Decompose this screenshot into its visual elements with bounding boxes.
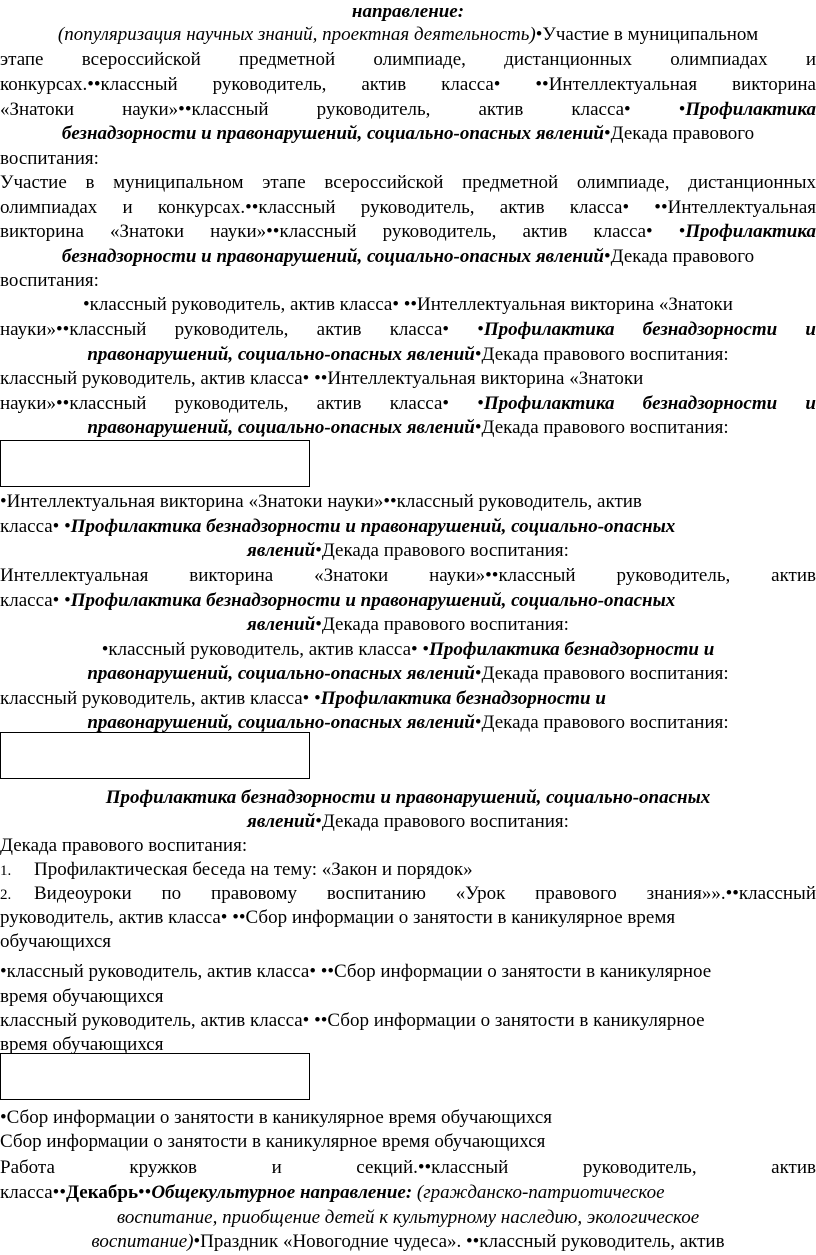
text-run: Профилактика безнадзорности и	[320, 688, 606, 709]
text-line	[0, 245, 816, 270]
text-run: •классный руководитель, актив класса• ••Интеллектуальная викторина «Знатоки	[83, 294, 733, 315]
text-line	[0, 906, 816, 931]
text-run: время обучающихся	[0, 1034, 164, 1055]
text-run: классный руководитель, актив класса• ••Сбор информации о занятости в каникулярное	[0, 1010, 705, 1031]
text-line	[0, 48, 816, 73]
text-run: этапе всероссийской предметной олимпиаде, дистанционных олимпиадах и	[0, 49, 816, 70]
text-run: Участие в муниципальном этапе всероссийской предметной олимпиаде, дистанционных	[0, 172, 816, 193]
text-line	[0, 1009, 816, 1034]
text-run: •Декада правового	[604, 246, 755, 267]
text-run: Сбор информации о занятости в каникулярное время обучающихся	[0, 1131, 546, 1152]
text-run: •Декада правового воспитания:	[315, 540, 569, 561]
text-run: конкурсах.••классный руководитель, актив класса• ••Интеллектуальная викторина	[0, 74, 816, 95]
text-line	[0, 1130, 816, 1155]
text-run: Профилактика	[685, 221, 816, 242]
text-run: Декабрь	[65, 1182, 138, 1203]
text-line	[0, 490, 816, 515]
text-line	[0, 98, 816, 123]
text-run: •Декада правового воспитания:	[315, 614, 569, 635]
text-line	[0, 662, 816, 687]
text-run: безнадзорности и правонарушений, социально-опасных явлений	[61, 123, 604, 144]
text-run: воспитания:	[0, 270, 99, 291]
text-line	[0, 1106, 816, 1131]
text-run: науки»••классный руководитель, актив класса• •	[0, 393, 484, 414]
text-run: •Интеллектуальная викторина «Знатоки науки»••классный руководитель, актив	[0, 491, 642, 512]
text-line	[0, 122, 816, 147]
text-run: •классный руководитель, актив класса• ••Сбор информации о занятости в каникулярное	[0, 961, 712, 982]
text-line	[0, 834, 816, 859]
text-line	[0, 539, 816, 564]
text-line	[0, 392, 816, 417]
text-line	[0, 960, 816, 985]
text-run: Профилактика безнадзорности и правонарушений, социально-опасных	[105, 787, 711, 808]
text-run: Профилактика безнадзорности и правонарушений, социально-опасных	[70, 516, 676, 537]
text-run: Профилактика безнадзорности и	[483, 393, 816, 414]
empty-text-box	[0, 1053, 310, 1100]
text-run: (гражданско-патриотическое	[412, 1182, 665, 1203]
text-run: Профилактическая беседа на тему: «Закон и порядок»	[34, 859, 473, 880]
text-run: олимпиадах и конкурсах.••классный руководитель, актив класса• ••Интеллектуальная	[0, 197, 816, 218]
text-line	[0, 985, 816, 1010]
text-run: направление:	[351, 1, 465, 22]
text-line	[0, 1156, 816, 1181]
text-line	[0, 73, 816, 98]
empty-text-box	[0, 732, 310, 779]
text-run: ••	[138, 1182, 152, 1203]
text-run: (популяризация научных знаний, проектная деятельность)	[57, 24, 536, 45]
text-line	[0, 293, 816, 318]
text-run: время обучающихся	[0, 986, 164, 1007]
text-line	[0, 613, 816, 638]
text-line	[0, 515, 816, 540]
text-run: воспитание)	[91, 1231, 194, 1252]
text-run: класса• •	[0, 590, 71, 611]
text-run: •Декада правового воспитания:	[474, 344, 729, 365]
text-run: правонарушений, социально-опасных явлений	[87, 663, 475, 684]
text-line	[0, 786, 816, 811]
text-run: •Сбор информации о занятости в каникулярное время обучающихся	[0, 1107, 553, 1128]
list-number: 1.	[0, 863, 12, 879]
text-run: явлений	[247, 811, 316, 832]
text-run: Профилактика	[685, 99, 816, 120]
text-line	[0, 687, 816, 712]
text-line	[0, 343, 816, 368]
text-line	[0, 147, 816, 172]
text-run: •Декада правового воспитания:	[474, 417, 729, 438]
text-run: викторина «Знатоки науки»••классный руководитель, актив класса• •	[0, 221, 686, 242]
text-run: Работа кружков и секций.••классный руководитель, актив	[0, 1157, 816, 1178]
text-line	[0, 930, 816, 955]
text-run: классный руководитель, актив класса• ••Интеллектуальная викторина «Знатоки	[0, 368, 644, 389]
text-run: правонарушений, социально-опасных явлений	[87, 712, 475, 733]
empty-text-box	[0, 440, 310, 487]
text-run: обучающихся	[0, 931, 112, 952]
text-line	[0, 1181, 816, 1206]
text-run: правонарушений, социально-опасных явлений	[87, 344, 475, 365]
text-run: класса••	[0, 1182, 66, 1203]
text-run: •Декада правового воспитания:	[474, 712, 729, 733]
text-run: класса• •	[0, 516, 71, 537]
text-run: •Праздник «Новогодние чудеса». ••классный руководитель, актив	[193, 1231, 725, 1252]
text-line	[0, 882, 816, 908]
text-run: •Участие в муниципальном	[535, 24, 759, 45]
text-run: Профилактика безнадзорности и	[483, 319, 816, 340]
text-run: руководитель, актив класса• ••Сбор информации о занятости в каникулярное время	[0, 907, 676, 928]
text-line	[0, 416, 816, 441]
text-line	[0, 564, 816, 589]
text-line	[0, 638, 816, 663]
text-run: Видеоуроки по правовому воспитанию «Урок правового знания»».••классный	[34, 883, 816, 904]
text-line	[0, 858, 816, 884]
text-line	[0, 171, 816, 196]
text-line	[0, 1206, 816, 1231]
text-line	[0, 196, 816, 221]
text-line	[0, 269, 816, 294]
text-run: явлений	[247, 614, 316, 635]
text-run: Профилактика безнадзорности и	[429, 639, 715, 660]
text-line	[0, 589, 816, 614]
text-line	[0, 810, 816, 835]
text-run: науки»••классный руководитель, актив класса• •	[0, 319, 484, 340]
text-run: •Декада правового воспитания:	[474, 663, 729, 684]
text-line	[0, 318, 816, 343]
text-run: воспитания:	[0, 148, 99, 169]
text-run: Профилактика безнадзорности и правонарушений, социально-опасных	[70, 590, 676, 611]
text-run: Интеллектуальная викторина «Знатоки науки»••классный руководитель, актив	[0, 565, 816, 586]
text-run: •Декада правового воспитания:	[315, 811, 569, 832]
text-run: правонарушений, социально-опасных явлений	[87, 417, 475, 438]
text-run: •классный руководитель, актив класса• •	[101, 639, 430, 660]
list-number: 2.	[0, 887, 12, 903]
text-run: Общекультурное направление:	[151, 1182, 413, 1203]
text-run: •Декада правового	[604, 123, 755, 144]
text-run: классный руководитель, актив класса• •	[0, 688, 321, 709]
text-line	[0, 1230, 816, 1255]
text-run: явлений	[247, 540, 316, 561]
text-line	[0, 0, 816, 25]
text-run: безнадзорности и правонарушений, социально-опасных явлений	[61, 246, 604, 267]
text-run: «Знатоки науки»••классный руководитель, актив класса• •	[0, 99, 686, 120]
text-line	[0, 220, 816, 245]
text-run: воспитание, приобщение детей к культурному наследию, экологическое	[116, 1207, 700, 1228]
text-line	[0, 23, 816, 48]
text-run: Декада правового воспитания:	[0, 835, 248, 856]
text-line	[0, 367, 816, 392]
